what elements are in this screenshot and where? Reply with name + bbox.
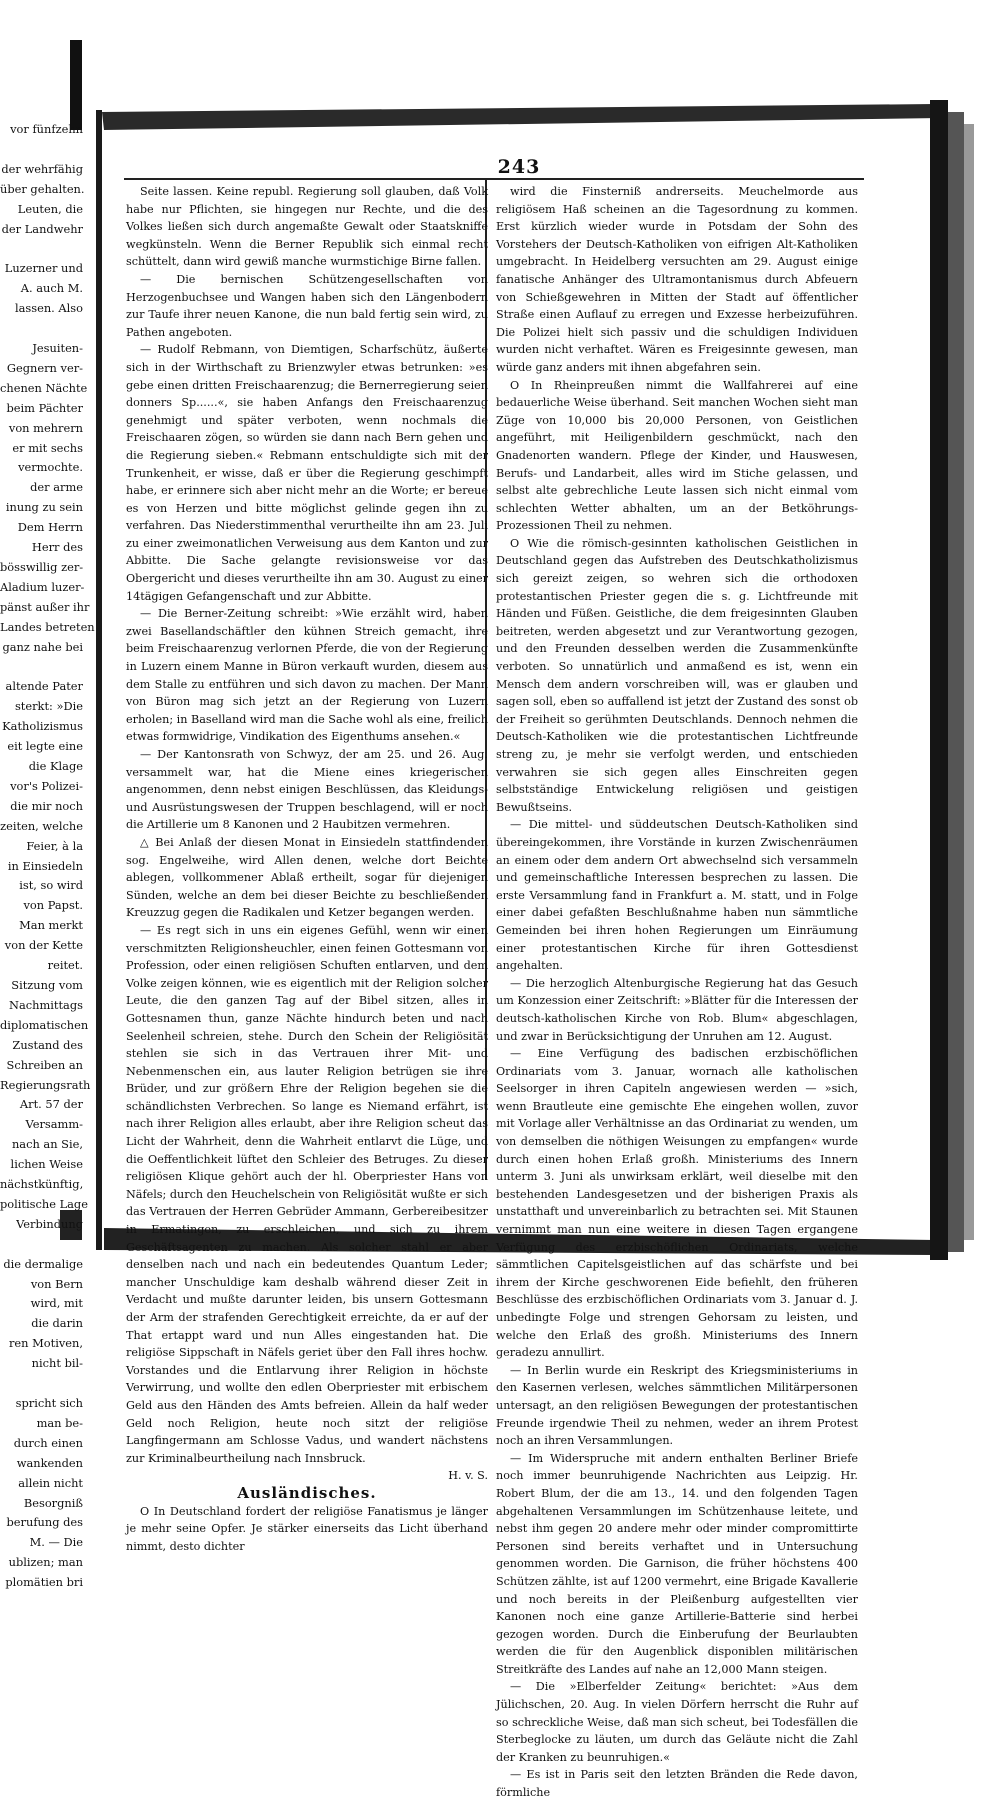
fragment-line: Jesuiten- (32, 340, 83, 355)
fragment-line: die mir noch (10, 798, 83, 813)
fragment-line: vor fünfzehn (10, 122, 83, 136)
fragment-line: berufung des (6, 1515, 83, 1530)
fragment-line: pänst außer ihr (0, 599, 90, 614)
article-paragraph: O In Deutschland fordert der religiöse Fanatismus je länger je mehr seine Opfer. Je stärker einerseits das Licht überhand nimmt, desto dichter (126, 1504, 488, 1553)
fragment-line (0, 140, 97, 160)
fragment-line: beim Pächter (6, 400, 83, 415)
fragment-line: lassen. Also (14, 301, 83, 316)
fragment-line: durch einen (13, 1435, 83, 1450)
fragment-line: M. — Die (29, 1535, 83, 1550)
column-right (496, 183, 858, 1802)
fragment-line: nicht bil- (31, 1356, 83, 1371)
fragment-line: ublizen; man (8, 1555, 83, 1570)
fragment-line: der Landwehr (1, 221, 83, 236)
article-paragraph: — Im Widerspruche mit andern enthalten Berliner Briefe noch immer beunruhigende Nachrichten aus Leipzig. Hr. Robert Blum, der die am 13., 14. und den folgenden Tagen abgehaltenen Versammlungen im Schützenhause leitete, und nebst ihm gegen 20 andere mehr oder minder compromittirte Personen sind bereits verhaftet und in Untersuchung genommen worden. Die Garnison, die früher höchstens 400 Schützen zählte, ist auf 1200 vermehrt, eine Brigade Kavallerie und noch bereits in der Pleißenburg aufgestellten vier Kanonen noch eine ganze Artillerie-Batterie sind herbei gezogen worden. Durch die Einberufung der Beurlaubten werden die für den Augenblick disponiblen militärischen Streitkräfte des Landes auf nahe an 12,000 Mann steigen. (496, 1451, 858, 1676)
fragment-line: die darin (31, 1316, 83, 1331)
newspaper-page (104, 128, 930, 1800)
article-paragraph: △ Bei Anlaß der diesen Monat in Einsiedeln stattfindenden sog. Engelweihe, wird Allen denen, welche dort Beichte ablegen, vollkommener Ablaß ertheilt, sogar für diejenigen Sünden, welche an dem bei dieser Beichte zu beschließenden Kreuzzug gegen die Radikalen und Ketzer begangen werden. (126, 835, 488, 920)
fragment-line: Aladium luzer- (0, 579, 85, 594)
article-paragraph: — Der Kantonsrath von Schwyz, der am 25. und 26. Aug. versammelt war, hat die Miene eines kriegerischen angenommen, denn nebst einigen Beschlüssen, das Kleidungs- und Ausrüstungswesen der Truppen beschlagend, will er noch die Artillerie um 8 Kanonen und 2 Haubitzen vermehren. (126, 748, 488, 832)
fragment-line: Man merkt (19, 918, 83, 933)
fragment-line (0, 1374, 97, 1394)
fragment-line: Dem Herrn (17, 520, 83, 535)
fragment-line: die dermalige (3, 1256, 83, 1271)
page-number: 243 (497, 156, 541, 178)
column-left (126, 183, 488, 1555)
fragment-line: sterkt: »Die (14, 699, 83, 714)
fragment-line (0, 1235, 97, 1255)
fragment-line: ren Motiven, (8, 1336, 83, 1351)
fragment-line: A. auch M. (20, 281, 83, 296)
fragment-line: Herr des (31, 540, 83, 555)
fragment-line: Gegnern ver- (6, 360, 83, 375)
binding-shadow (948, 112, 964, 1252)
fragment-line: er mit sechs (12, 440, 83, 455)
article-paragraph: — Die mittel- und süddeutschen Deutsch-Katholiken sind übereingekommen, ihre Vorstände in kurzen Zwischenräumen an einem oder dem andern Ort abwechselnd sich versammeln und gemeinschaftliche Interessen besprechen zu lassen. Die erste Versammlung fand in Frankfurt a. M. statt, und in Folge einer dabei gefaßten Beschlußnahme haben nun sämmtliche Gemeinden bei ihren hohen Regierungen um Einräumung einer protestantischen Kirche für ihren Gottesdienst angehalten. (496, 818, 858, 973)
fragment-line: Katholizismus (2, 719, 83, 734)
article-paragraph: — In Berlin wurde ein Reskript des Kriegsministeriums in den Kasernen verlesen, welches sämmtlichen Militärpersonen untersagt, an den religiösen Bewegungen der protestantischen Freunde irgendwie Theil zu nehmen, weder an ihrem Protest noch an ihren Versammlungen. (496, 1363, 858, 1448)
fragment-line: plomätien bri (5, 1575, 83, 1590)
fragment-line: Leuten, die (17, 201, 83, 216)
fragment-line: der wehrfähig (1, 161, 83, 176)
fragment-line: vermochte. (18, 460, 83, 475)
fragment-line: Versamm- (25, 1117, 83, 1132)
fragment-line: Feier, à la (26, 838, 83, 853)
fragment-line: Besorgniß (23, 1495, 83, 1510)
article-paragraph: — Die herzoglich Altenburgische Regierung hat das Gesuch um Konzession einer Zeitschrift: »Blätter für die Interessen der deutsch-katholischen Kirche von Rob. Blum« abgeschlagen, und zwar in Berücksichtigung der Unruhen am 12. August. (496, 976, 858, 1043)
fragment-line: inung zu sein (5, 500, 83, 515)
fragment-line (0, 239, 97, 259)
fragment-line: von Papst. (23, 898, 83, 913)
binding-edge (930, 100, 948, 1260)
fragment-line: bösswillig zer- (0, 559, 84, 574)
article-paragraph: wird die Finsterniß andrerseits. Meuchelmorde aus religiösem Haß scheinen an die Tagesordnung zu kommen. Erst kürzlich wieder wurde in Potsdam der Sohn des Vorstehers der Deutsch-Katholiken von eifrigen Alt-Katholiken umgebracht. In Heidelberg versuchten am 29. August einige fanatische Anhänger des Ultramontanismus durch Abfeuern von Schießgewehren in Mitten der Stadt auf öffentlicher Straße einen Auflauf zu erregen und Exzesse herbeizuführen. Die Polizei hielt sich passiv und die schuldigen Individuen wurden nicht verhaftet. Wären es Freigesinnte gewesen, man würde ganz anders mit ihnen abgefahren sein. (496, 185, 858, 374)
fragment-line: Verbindung (16, 1216, 83, 1231)
fragment-line: von Bern (30, 1276, 83, 1291)
article-paragraph: — Es regt sich in uns ein eigenes Gefühl, wenn wir einen verschmitzten Religionsheuchler, einen feinen Gottesmann von Profession, oder einen religiösen Schuften entlarven, und dem Volke zeigen können, wie es eigentlich mit der Religion solcher Leute, die den ganzen Tag auf der Bibel sitzen, alles in Gottesnamen thun, ganze Nächte hindurch beten und nach Seelenheil schreien, stehe. Durch den Schein der Religiösität stehlen sie sich in das Vertrauen ihrer Mit- und Nebenmenschen ein, aus lauter Religion betrügen sie ihre Brüder, und zur größern Ehre der Religion begehen sie die schändlichsten Verbrechen. So lange es Niemand erfährt, ist nach ihrer Religion alles erlaubt, aber ihre Religion scheut das Licht der Wahrheit, denn die Wahrheit entlarvt die Lüge, und die Oeffentlichkeit lüftet den Schleier des Betruges. Zu dieser religiösen Klique gehört auch der hl. Oberpriester Hans von Näfels; durch den Heuchelschein von Religiösität wußte er sich das Vertrauen der Herren Gebrüder Ammann, Gerbereibesitzer in Ermatingen, zu erschleichen, und sich zu ihrem Geschäftsagenten zu machen. Als solcher stahl er aber denselben nach und nach ein bedeutendes Quantum Leder; mancher Unschuldige kam deshalb während dieser Zeit in Verdacht und mußte darunter leiden, bis unsern Gottesmann der Arm der strafenden Gerechtigkeit erreichte, da er auf der That ertappt ward und nun Alles eingestanden hat. Die religiöse Sippschaft in Näfels geriet über den Fall ihres hochw. Vorstandes und die Entlarvung ihrer Religion in höchste Verwirrung, und wollte den edlen Oberpriester mit erbischem Geld aus den Händen des Amts befreien. Allein da half weder Geld noch Religion, heute noch sitzt der religiöse Langfingermann am Schlosse Vadus, und wandert nächstens zur Kriminalbeurtheilung nach Innsbruck. (126, 923, 488, 1465)
article-signature: H. v. S. (448, 1469, 488, 1483)
fragment-line: Art. 57 der (19, 1097, 83, 1112)
fragment-line: ist, so wird (19, 878, 83, 893)
section-heading: Ausländisches. (237, 1483, 377, 1502)
fragment-line: reitet. (47, 958, 83, 973)
fragment-line: Regierungsrath (0, 1077, 91, 1092)
fragment-line: von mehrern (8, 420, 83, 435)
fragment-line: über gehalten. (0, 181, 85, 196)
fragment-line (0, 657, 97, 677)
fragment-line: die Klage (28, 759, 83, 773)
article-paragraph: — Es ist in Paris seit den letzten Bränden die Rede davon, förmliche (496, 1768, 858, 1800)
fragment-line: man be- (36, 1415, 83, 1430)
fragment-line: spricht sich (15, 1396, 83, 1410)
fragment-line: lichen Weise (10, 1157, 83, 1172)
fragment-line: wankenden (16, 1455, 83, 1470)
article-paragraph: — Die bernischen Schützengesellschaften von Herzogenbuchsee und Wangen haben sich den Längenbodern zur Taufe ihrer neuen Kanone, die nun bald fertig sein wird, zu Pathen angeboten. (126, 272, 488, 339)
fragment-line: Luzerner und (4, 261, 83, 276)
article-paragraph: — Die Berner-Zeitung schreibt: »Wie erzählt wird, haben zwei Basellandschäftler den kühnen Streich gemacht, ihre beim Freischaarenzug verlornen Pferde, die von der Regierung in Luzern einem Manne in Büron verkauft wurden, diesem aus dem Stalle zu entführen und sich davon zu machen. Der Mann von Büron mag sich jetzt an der Regierung von Luzern erholen; in Baselland wird man die Sache wohl als eine, freilich etwas formwidrige, Vindikation des Eigenthums ansehen.« (126, 607, 488, 744)
fragment-line: zeiten, welche (0, 818, 83, 833)
header-rule (124, 178, 864, 180)
fragment-line: diplomatischen (0, 1017, 89, 1032)
fragment-line: Landes betreten (0, 619, 95, 634)
fragment-line (0, 319, 97, 339)
binding-outer (964, 124, 974, 1240)
fragment-line: in Einsiedeln (7, 858, 83, 873)
article-paragraph: O In Rheinpreußen nimmt die Wallfahrerei auf eine bedauerliche Weise überhand. Seit manchen Wochen sieht man Züge von 10,000 bis 20,000 Personen, von Geistlichen angeführt, mit Heiligenbildern geschmückt, nach den Gnadenorten wandern. Pflege der Kinder, und Hauswesen, Berufs- und Landarbeit, alles wird im Stiche gelassen, und selbst alte gebrechliche Leute lassen sich nicht einmal vom schlechten Wetter abhalten, um an der Betköhrungs-Prozessionen Theil zu nehmen. (496, 378, 858, 533)
fragment-line: nächstkünftig, (0, 1177, 84, 1192)
fragment-line: nach an Sie, (11, 1137, 83, 1152)
adjacent-page-fragment (0, 120, 97, 1590)
article-paragraph: — Rudolf Rebmann, von Diemtigen, Scharfschütz, äußerte sich in der Wirthschaft zu Brienzwyler etwas betrunken: »es gebe einen dritten Freischaarenzug; die Bernerregierung seien donners Sp......«, sie haben Anfangs den Freischaarenzug genehmigt und später verboten, wenn nochmals die Freischaaren zögen, so würden sie dann nach Bern gehen und die Regierung sieben.« Rebmann entschuldigte sich mit der Trunkenheit, er wisse, daß er über die Regierung geschimpft habe, er erinnere sich aber nicht mehr an die Worte; er bereue es von Herzen und bitte möglichst gelinde gegen ihn zu verfahren. Das Niederstimmenthal verurtheilte ihn am 23. Juli zu einer zweimonatlichen Verweisung aus dem Kanton und zur Abbitte. Die Sache gelangte revisionsweise vor das Obergericht und dieses verurtheilte ihn am 30. August zu einer 14tägigen Gefangenschaft und zur Abbitte. (126, 343, 488, 603)
fragment-line: wird, mit (30, 1296, 83, 1311)
fragment-line: eit legte eine (7, 739, 83, 754)
fragment-line: von der Kette (4, 938, 83, 953)
fragment-line: Schreiben an (6, 1057, 83, 1072)
fragment-line: ganz nahe bei (2, 639, 83, 654)
article-paragraph: — Die »Elberfelder Zeitung« berichtet: »Aus dem Jülichschen, 20. Aug. In vielen Dörfern herrscht die Ruhr auf so schreckliche Weise, daß man sich scheut, bei Todesfällen die Sterbeglocke zu läuten, um durch das Geläute nicht die Zahl der Kranken zu beunruhigen.« (496, 1680, 858, 1764)
fold-mark-top (70, 40, 82, 130)
fragment-line: der arme (30, 480, 83, 495)
fragment-line: Nachmittags (8, 997, 83, 1012)
fragment-line: vor's Polizei- (10, 778, 83, 793)
fragment-line: altende Pater (5, 679, 83, 694)
fragment-line: politische Lage (0, 1196, 88, 1211)
article-paragraph: — Eine Verfügung des badischen erzbischöflichen Ordinariats vom 3. Januar, wornach alle katholischen Seelsorger in ihren Capiteln angewiesen werden — »sich, wenn Brautleute eine gemischte Ehe eingehen wollen, zuvor mit Vorlage aller Verhältnisse an das Ordinariat zu wenden, um von demselben die nöthigen Weisungen zu empfangen« wurde durch einen hohen Erlaß großh. Ministeriums des Innern unterm 3. Juni als unwirksam erklärt, weil dieselbe mit den bestehenden Landesgesetzen und der bisherigen Praxis als unstatthaft und unvereinbarlich zu betrachten sei. Mit Staunen vernimmt man nun eine weitere in diesen Tagen ergangene Verfügung des erzbischöflichen Ordinariats, welche sämmtlichen Capitelsgeistlichen auf das schärfste und bei ihrem der Kirche geschworenen Eide befiehlt, den früheren Beschlüsse des erzbischöflichen Ordinariats vom 3. Januar d. J. unbedingte Folge und strengen Gehorsam zu leisten, und welche den Erlaß des großh. Ministeriums des Innern geradezu annullirt. (496, 1047, 858, 1360)
fragment-line: Sitzung vom (11, 977, 83, 992)
fragment-line: allein nicht (18, 1475, 83, 1490)
article-paragraph: O Wie die römisch-gesinnten katholischen Geistlichen in Deutschland gegen das Aufstreben des Deutschkatholizismus sich gereizt zeigen, so wehren sich die orthodoxen protestantischen Priester gegen die s. g. Lichtfreunde mit Händen und Füßen. Geistliche, die dem freigesinnten Glauben beitreten, werden abgesetzt und zur Verantwortung gezogen, und den Freunden desselben werden die Zusammenkünfte verboten. So unnatürlich und anmaßend es ist, wenn ein Mensch dem andern vorschreiben will, was er glauben und sagen soll, eben so auffallend ist jetzt der Zustand des sonst ob der Freiheit so gerühmten Deutschlands. Dennoch nehmen die Deutsch-Katholiken wie die protestantischen Lichtfreunde streng zu, je mehr sie verfolgt werden, und entschieden verwahren sie sich gegen alles Einschreiten gegen selbstständige Entwickelung religiösen und geistigen Bewußtseins. (496, 536, 858, 814)
fragment-line: chenen Nächte (0, 380, 88, 395)
article-paragraph: Seite lassen. Keine republ. Regierung soll glauben, daß Volk habe nur Pflichten, sie hingegen nur Rechte, und die des Volkes ließen sich durch angemaßte Gewalt oder Staatskniffe wegkünsteln. Wenn die Berner Republik sich einmal recht schüttelt, dann wird gewiß manche wurmstichige Birne fallen. (126, 185, 488, 269)
fragment-line: Zustand des (12, 1037, 83, 1052)
